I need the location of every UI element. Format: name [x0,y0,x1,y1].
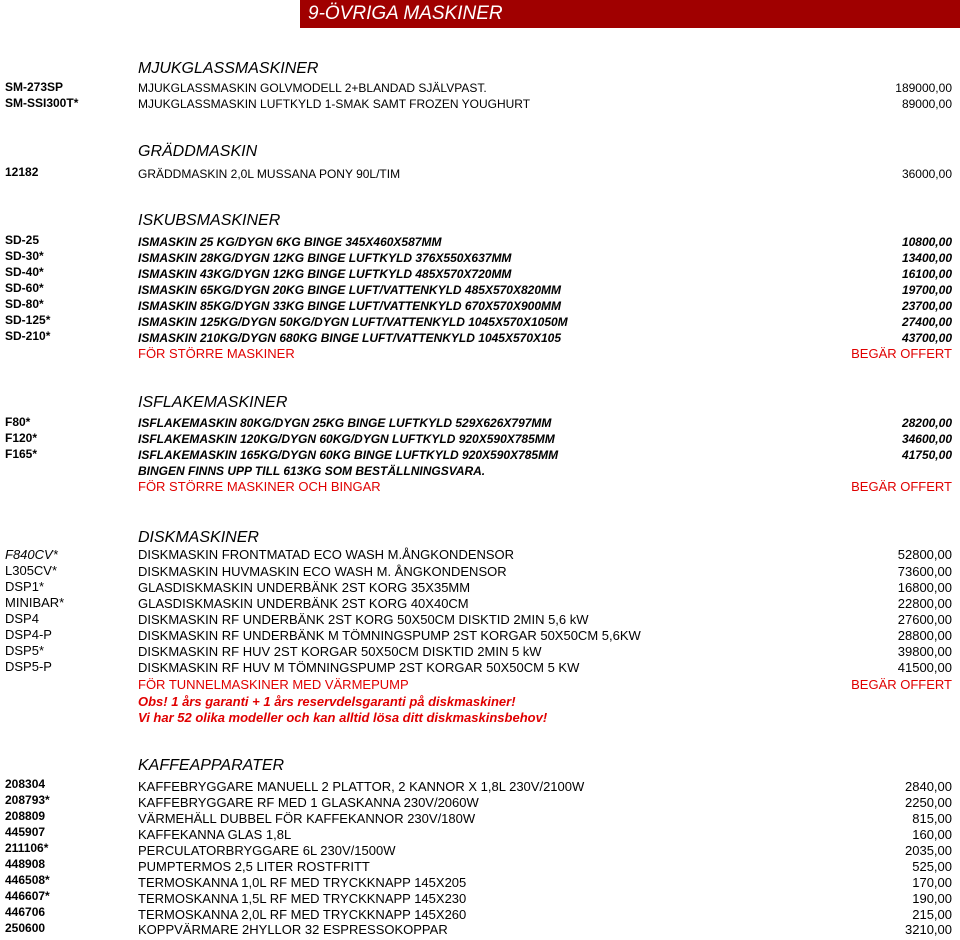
item-price: 2250,00 [905,795,952,810]
item-description: GLASDISKMASKIN UNDERBÄNK 2ST KORG 40X40CM [138,596,469,611]
item-description: ISFLAKEMASKIN 80KG/DYGN 25KG BINGE LUFTKYLD 529X626X797MM [138,416,552,430]
item-price: 189000,00 [895,81,952,95]
item-price: 34600,00 [901,432,952,446]
item-description: TERMOSKANNA 1,0L RF MED TRYCKKNAPP 145X205 [138,875,467,890]
item-price: 22800,00 [897,596,952,611]
item-code: 448908 [5,857,46,871]
item-price: 215,00 [912,907,952,922]
item-description: PUMPTERMOS 2,5 LITER ROSTFRITT [138,859,370,874]
item-code: DSP1* [5,579,45,594]
item-price: 2035,00 [905,843,952,858]
item-description: DISKMASKIN RF UNDERBÄNK M TÖMNINGSPUMP 2ST KORGAR 50X50CM 5,6KW [138,628,641,643]
item-code: DSP4-P [5,627,52,642]
item-code: 446706 [5,905,46,919]
item-code: SD-125* [5,313,51,327]
item-description: DISKMASKIN RF UNDERBÄNK 2ST KORG 50X50CM DISKTID 2MIN 5,6 kW [138,612,589,627]
item-description: ISFLAKEMASKIN 120KG/DYGN 60KG/DYGN LUFTKYLD 920X590X785MM [138,432,555,446]
item-code: 12182 [5,165,39,179]
item-code: SD-80* [5,297,44,311]
item-description: TERMOSKANNA 2,0L RF MED TRYCKKNAPP 145X260 [138,907,467,922]
item-price: 525,00 [912,859,952,874]
item-code: DSP4 [5,611,39,626]
item-description: KAFFEBRYGGARE MANUELL 2 PLATTOR, 2 KANNOR X 1,8L 230V/2100W [138,779,585,794]
section-heading-mjukglass: MJUKGLASSMASKINER [138,60,319,77]
item-price: 89000,00 [901,97,952,111]
item-price: 10800,00 [901,235,952,249]
item-description: ISMASKIN 28KG/DYGN 12KG BINGE LUFTKYLD 376X550X637MM [138,251,512,265]
item-price: 190,00 [912,891,952,906]
item-code: L305CV* [5,563,58,578]
item-code: 446508* [5,873,50,887]
item-code: F120* [5,431,38,445]
item-price: 3210,00 [905,922,952,937]
item-price: 19700,00 [901,283,952,297]
item-price: 2840,00 [905,779,952,794]
item-description: PERCULATORBRYGGARE 6L 230V/1500W [138,843,396,858]
item-code: DSP5* [5,643,45,658]
item-description: TERMOSKANNA 1,5L RF MED TRYCKKNAPP 145X230 [138,891,467,906]
item-code: SD-25 [5,233,40,247]
item-price: 36000,00 [901,167,952,181]
item-code: 211106* [5,841,49,855]
item-price: 73600,00 [897,564,952,579]
item-price: 160,00 [912,827,952,842]
item-code: 208304 [5,777,46,791]
models-promo: Vi har 52 olika modeller och kan alltid lösa ditt diskmaskinsbehov! [138,710,548,725]
item-code: 208809 [5,809,46,823]
item-code: F80* [5,415,31,429]
item-price: 815,00 [912,811,952,826]
section-heading-gradd: GRÄDDMASKIN [138,143,258,160]
item-description: GLASDISKMASKIN UNDERBÄNK 2ST KORG 35X35MM [138,580,471,595]
item-description: MJUKGLASSMASKIN GOLVMODELL 2+BLANDAD SJÄLVPAST. [138,81,487,95]
item-code: SD-210* [5,329,51,343]
item-description: MJUKGLASSMASKIN LUFTKYLD 1-SMAK SAMT FROZEN YOUGHURT [138,97,531,111]
item-code: 250600 [5,921,46,935]
item-description: KOPPVÄRMARE 2HYLLOR 32 ESPRESSOKOPPAR [138,922,448,937]
warranty-promo: Obs! 1 års garanti + 1 års reservdelsgaranti på diskmaskiner! [138,694,516,709]
tunnel-machines-note: FÖR TUNNELMASKINER MED VÄRMEPUMP [138,677,409,692]
item-price: 41500,00 [897,660,952,675]
item-code: MINIBAR* [5,595,65,610]
item-description: GRÄDDMASKIN 2,0L MUSSANA PONY 90L/TIM [138,167,401,181]
item-code: SD-40* [5,265,44,279]
item-code: 208793* [5,793,50,807]
item-price: 41750,00 [901,448,952,462]
item-price: 13400,00 [901,251,952,265]
item-code: 445907 [5,825,46,839]
item-description: ISMASKIN 25 KG/DYGN 6KG BINGE 345X460X587MM [138,235,442,249]
request-quote-label: BEGÄR OFFERT [851,346,952,361]
request-quote-label: BEGÄR OFFERT [851,479,952,494]
item-description: DISKMASKIN RF HUV M TÖMNINGSPUMP 2ST KORGAR 50X50CM 5 KW [138,660,580,675]
larger-machines-note: FÖR STÖRRE MASKINER OCH BINGAR [138,479,381,494]
page-title: 9-ÖVRIGA MASKINER [308,3,503,24]
item-description: ISFLAKEMASKIN 165KG/DYGN 60KG BINGE LUFTKYLD 920X590X785MM [138,448,559,462]
item-description: DISKMASKIN HUVMASKIN ECO WASH M. ÅNGKONDENSOR [138,564,507,579]
section-heading-disk: DISKMASKINER [138,529,259,546]
item-description: DISKMASKIN FRONTMATAD ECO WASH M.ÅNGKONDENSOR [138,547,515,562]
title-bar [0,0,960,28]
item-price: 27600,00 [897,612,952,627]
item-code: SM-273SP [5,80,64,94]
item-price: 39800,00 [897,644,952,659]
item-price: 52800,00 [897,547,952,562]
item-price: 16100,00 [901,267,952,281]
item-code: F165* [5,447,38,461]
item-description: DISKMASKIN RF HUV 2ST KORGAR 50X50CM DISKTID 2MIN 5 kW [138,644,542,659]
section-heading-kaffe: KAFFEAPPARATER [138,757,285,774]
item-price: 28200,00 [901,416,952,430]
section-heading-isflake: ISFLAKEMASKINER [138,394,288,411]
item-description: ISMASKIN 65KG/DYGN 20KG BINGE LUFT/VATTENKYLD 485X570X820MM [138,283,561,297]
item-description: KAFFEKANNA GLAS 1,8L [138,827,292,842]
request-quote-label: BEGÄR OFFERT [851,677,952,692]
item-code: SD-30* [5,249,44,263]
item-price: 28800,00 [897,628,952,643]
item-description: VÄRMEHÄLL DUBBEL FÖR KAFFEKANNOR 230V/180W [138,811,476,826]
item-description: ISMASKIN 210KG/DYGN 680KG BINGE LUFT/VATTENKYLD 1045X570X105 [138,331,562,345]
item-code: SD-60* [5,281,44,295]
item-description: ISMASKIN 43KG/DYGN 12KG BINGE LUFTKYLD 485X570X720MM [138,267,512,281]
item-price: 27400,00 [901,315,952,329]
item-code: 446607* [5,889,50,903]
item-price: 16800,00 [897,580,952,595]
item-description: KAFFEBRYGGARE RF MED 1 GLASKANNA 230V/2060W [138,795,479,810]
item-code: DSP5-P [5,659,52,674]
item-description: ISMASKIN 85KG/DYGN 33KG BINGE LUFT/VATTENKYLD 670X570X900MM [138,299,561,313]
item-price: 43700,00 [901,331,952,345]
item-description: ISMASKIN 125KG/DYGN 50KG/DYGN LUFT/VATTENKYLD 1045X570X1050M [138,315,568,329]
larger-machines-note: FÖR STÖRRE MASKINER [138,346,295,361]
item-price: 170,00 [912,875,952,890]
item-price: 23700,00 [901,299,952,313]
item-code: F840CV* [5,547,58,562]
bin-info-note: BINGEN FINNS UPP TILL 613KG SOM BESTÄLLNINGSVARA. [138,464,486,478]
section-heading-iskub: ISKUBSMASKINER [138,212,281,229]
item-code: SM-SSI300T* [5,96,79,110]
